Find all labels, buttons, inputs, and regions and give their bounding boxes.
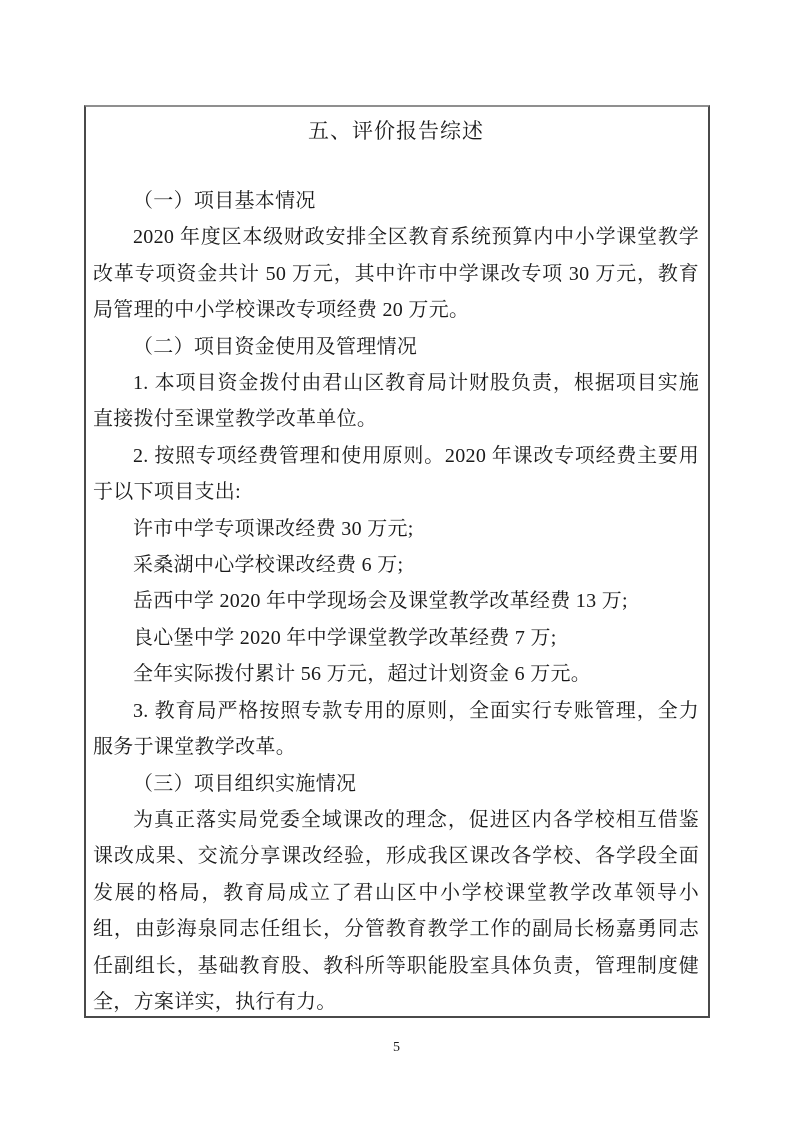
paragraph-body: 2020 年度区本级财政安排全区教育系统预算内中小学课堂教学改革专项资金共计 50 万元，其中许市中学课改专项 30 万元，教育局管理的中小学校课改专项经费 20 万元。 (93, 226, 699, 322)
paragraph-body: 2. 按照专项经费管理和使用原则。2020 年课改专项经费主要用于以下项目支出: (93, 444, 699, 504)
paragraph-body: 3. 教育局严格按照专款专用的原则，全面实行专账管理，全力服务于课堂教学改革。 (93, 699, 699, 759)
paragraph-body: 1. 本项目资金拨付由君山区教育局计财股负责，根据项目实施直接拨付至课堂教学改革单位。 (93, 372, 699, 431)
paragraph-heading: （一）项目基本情况 (133, 190, 316, 212)
paragraph-heading: （二）项目资金使用及管理情况 (133, 335, 418, 358)
paragraph-list-item: 岳西中学 2020 年中学现场会及课堂教学改革经费 13 万; (133, 590, 628, 613)
paragraph-heading: （三）项目组织实施情况 (133, 772, 357, 795)
paragraph-list-item: 许市中学专项课改经费 30 万元; (133, 517, 414, 540)
document-body (93, 183, 699, 1018)
paragraph-list-item: 良心堡中学 2020 年中学课堂教学改革经费 7 万; (133, 626, 557, 649)
paragraph-body: 为真正落实局党委全域课改的理念，促进区内各学校相互借鉴课改成果、交流分享课改经验，形成我区课改各学校、各学段全面发展的格局，教育局成立了君山区中小学校课堂教学改革领导小组，由彭海泉同志任组长，分管教育教学工作的副局长杨嘉勇同志任副组长，基础教育股、教科所等职能股室具体负责，管理制度健全，方案详实，执行有力。 (93, 808, 699, 1013)
paragraph-list-item: 采桑湖中心学校课改经费 6 万; (133, 554, 404, 577)
paragraph-list-item: 全年实际拨付累计 56 万元，超过计划资金 6 万元。 (133, 663, 592, 686)
section-title: 五、评价报告综述 (308, 119, 484, 143)
content-border-frame (84, 105, 710, 1018)
page-number: 5 (393, 1040, 400, 1055)
